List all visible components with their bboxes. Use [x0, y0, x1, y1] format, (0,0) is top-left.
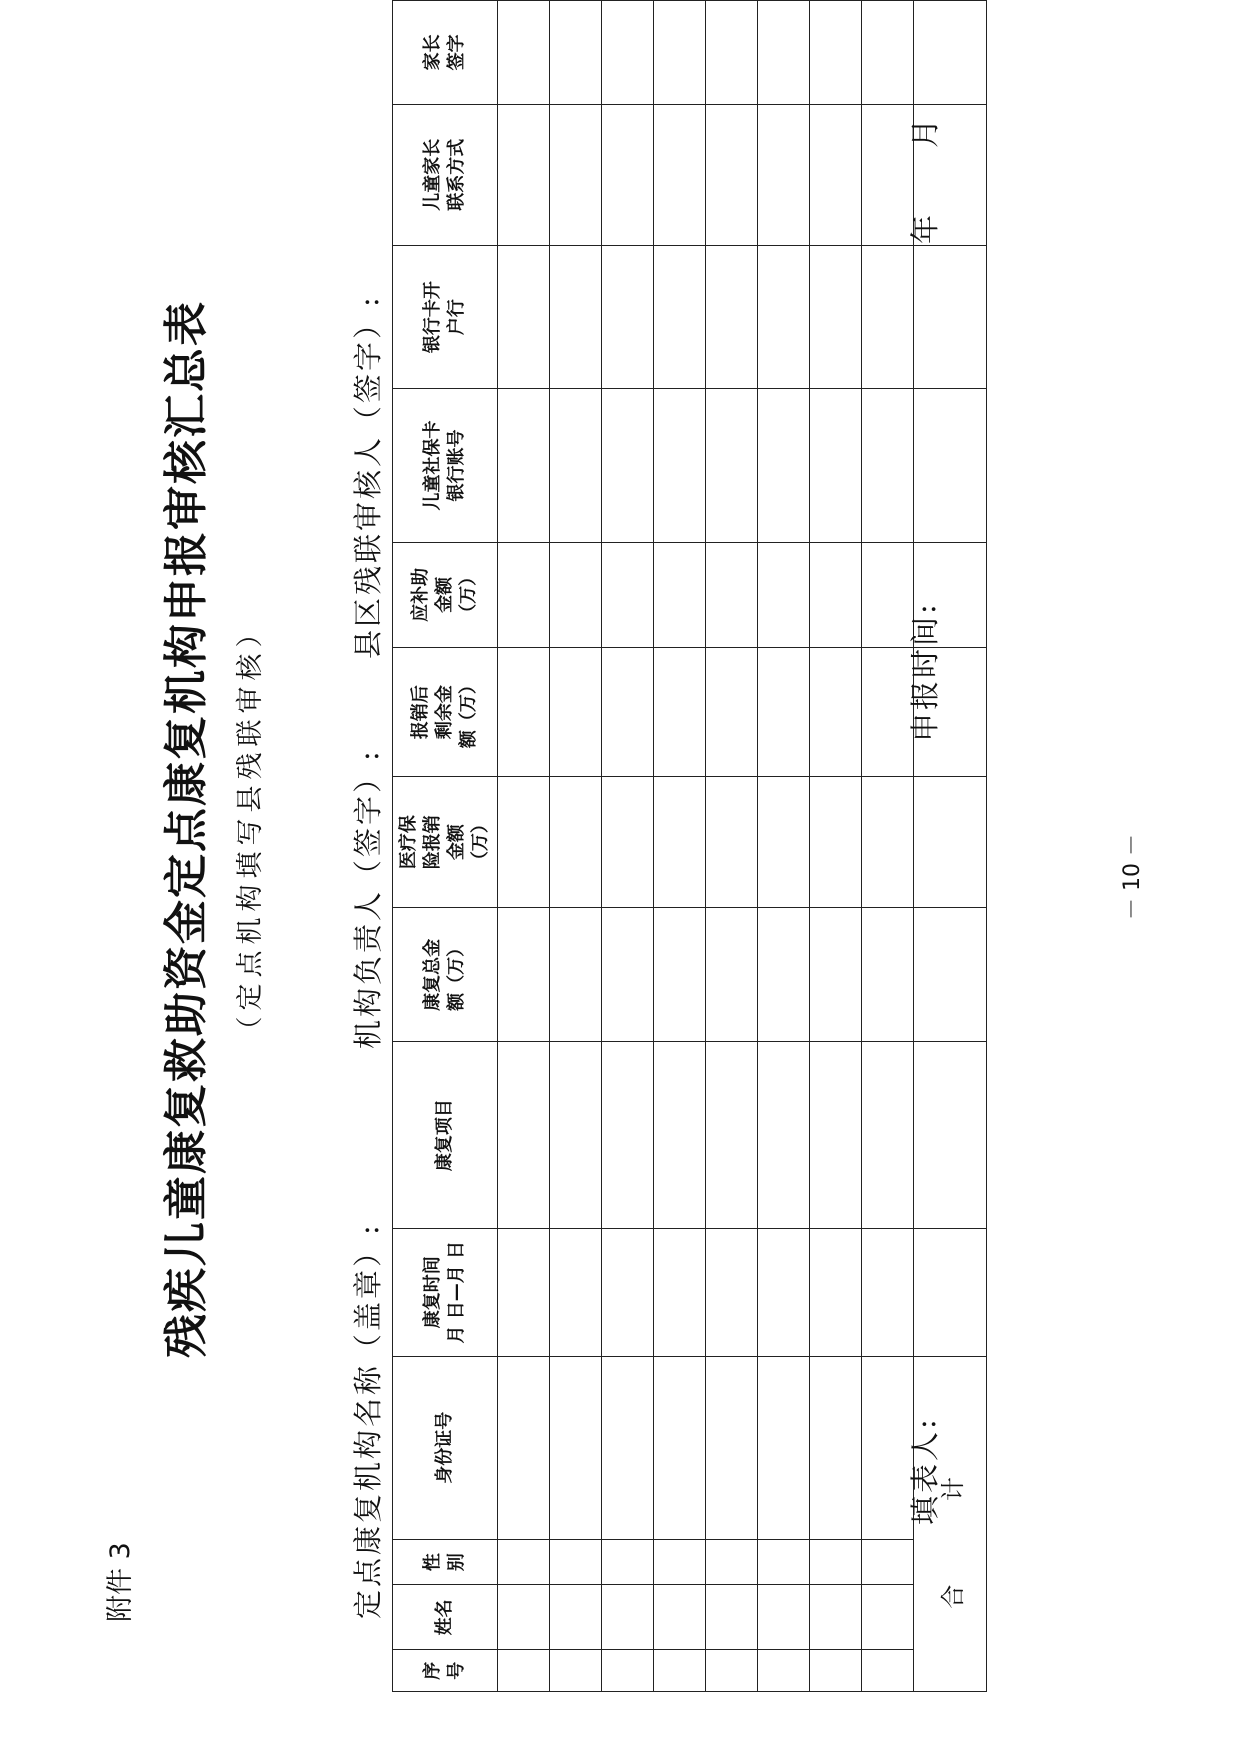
- column-header-line: 银行卡开: [422, 281, 443, 354]
- column-header-line: 医疗保: [398, 815, 419, 870]
- table-cell: [550, 1228, 602, 1356]
- column-header-line: 银行账号: [446, 429, 467, 502]
- table-cell: [914, 1042, 987, 1228]
- column-header: [393, 1585, 498, 1650]
- column-header-line: 额（万）: [458, 676, 479, 749]
- column-header-line: 康复时间: [422, 1256, 443, 1329]
- report-time-label: 申报时间:: [908, 601, 942, 742]
- table-cell: [602, 1228, 654, 1356]
- column-header-line: 额（万）: [446, 938, 467, 1011]
- table-cell: [758, 908, 810, 1042]
- column-header-line: 应补助: [410, 567, 431, 622]
- table-cell: [550, 104, 602, 245]
- table-cell: [550, 542, 602, 648]
- table-cell: [550, 908, 602, 1042]
- table-cell: [862, 1042, 914, 1228]
- column-header-text: [421, 1241, 469, 1344]
- table-cell: [758, 1356, 810, 1539]
- table-cell: [602, 777, 654, 908]
- table-cell: [862, 1585, 914, 1650]
- table-row: [706, 1, 758, 1692]
- table-cell: [654, 245, 706, 388]
- column-header-line: 性: [422, 1553, 443, 1572]
- table-cell: [706, 104, 758, 245]
- page-number: － 10 －: [1120, 834, 1145, 920]
- column-header-line: 金额: [446, 824, 467, 861]
- column-header: [393, 908, 498, 1042]
- column-header-line: 康复项目: [434, 1099, 455, 1172]
- table-cell: [862, 389, 914, 542]
- table-row: [498, 1, 550, 1692]
- table-cell: [498, 648, 550, 777]
- table-cell: [862, 245, 914, 388]
- table-cell: [706, 1585, 758, 1650]
- table-cell: [758, 1042, 810, 1228]
- table-cell: [758, 777, 810, 908]
- table-cell: [862, 1650, 914, 1692]
- column-header-text: [433, 1412, 457, 1484]
- table-cell: [758, 245, 810, 388]
- table-cell: [654, 908, 706, 1042]
- column-header-line: 月 日—月 日: [446, 1240, 467, 1344]
- column-header: [393, 648, 498, 777]
- document-title: 残疾儿童康复救助资金定点康复机构申报审核汇总表: [161, 300, 212, 1358]
- table-cell: [602, 1042, 654, 1228]
- table-cell: [498, 389, 550, 542]
- table-cell: [862, 777, 914, 908]
- column-header-line: 姓名: [434, 1599, 455, 1636]
- document-subtitle: （定点机构填写县残联审核）: [235, 614, 266, 1044]
- column-header-text: [433, 1099, 457, 1171]
- table-cell: [706, 1539, 758, 1584]
- table-cell: [810, 908, 862, 1042]
- filler-label: 填表人:: [908, 1416, 942, 1525]
- table-cell: [602, 1356, 654, 1539]
- table-cell: [550, 1042, 602, 1228]
- table-cell: [654, 1042, 706, 1228]
- table-cell: [498, 1585, 550, 1650]
- column-header-text: [421, 939, 469, 1011]
- table-cell: [654, 1228, 706, 1356]
- table-cell: [810, 1042, 862, 1228]
- table-cell: [862, 1228, 914, 1356]
- table-cell: [498, 1539, 550, 1584]
- table-cell: [810, 1585, 862, 1650]
- table-cell: [810, 1, 862, 105]
- column-header-text: [421, 34, 469, 70]
- table-cell: [550, 1585, 602, 1650]
- table-cell: [758, 1585, 810, 1650]
- table-cell: [654, 1539, 706, 1584]
- column-header: [393, 1539, 498, 1584]
- table-cell: [758, 1650, 810, 1692]
- table-cell: [810, 104, 862, 245]
- table-cell: [550, 648, 602, 777]
- column-header: [393, 104, 498, 245]
- table-cell: [550, 1539, 602, 1584]
- table-cell: [706, 389, 758, 542]
- column-header: [393, 1650, 498, 1692]
- table-cell: [498, 777, 550, 908]
- table-cell: [498, 1356, 550, 1539]
- table-cell: [706, 1228, 758, 1356]
- table-cell: [706, 777, 758, 908]
- table-cell: [810, 648, 862, 777]
- column-header-line: 户行: [446, 299, 467, 336]
- column-header-line: 联系方式: [446, 138, 467, 211]
- column-header-line: 签字: [446, 34, 467, 71]
- table-row: [550, 1, 602, 1692]
- table-cell: [706, 1, 758, 105]
- attachment-label: 附件 3: [105, 1542, 136, 1622]
- table-cell: [810, 1228, 862, 1356]
- table-cell: [706, 1650, 758, 1692]
- column-header-line: 儿童社保卡: [422, 420, 443, 511]
- table-cell: [862, 1539, 914, 1584]
- table-cell: [810, 777, 862, 908]
- table-cell: [862, 1, 914, 105]
- table-cell: [550, 389, 602, 542]
- table-cell: [914, 389, 987, 542]
- table-cell: [654, 389, 706, 542]
- table-cell: [914, 1228, 987, 1356]
- table-cell: [654, 1585, 706, 1650]
- table-row: [758, 1, 810, 1692]
- table-cell: [914, 908, 987, 1042]
- column-header-line: 家长: [422, 34, 443, 71]
- institution-head-label: 机构负责人（签字）:: [351, 748, 385, 1049]
- table-cell: [602, 1585, 654, 1650]
- column-header-text: [433, 1599, 457, 1635]
- table-cell: [602, 104, 654, 245]
- table-cell: [758, 648, 810, 777]
- table-cell: [602, 389, 654, 542]
- table-cell: [810, 1356, 862, 1539]
- column-header: [393, 245, 498, 388]
- table-cell: [914, 245, 987, 388]
- table-cell: [706, 245, 758, 388]
- table-cell: [602, 908, 654, 1042]
- table-cell: [810, 1650, 862, 1692]
- column-header-text: [397, 815, 493, 869]
- table-cell: [654, 1650, 706, 1692]
- county-reviewer-label: 县区残联审核人（签字）:: [351, 294, 385, 659]
- column-header-text: [421, 1553, 469, 1571]
- column-header-line: 身份证号: [434, 1411, 455, 1484]
- table-cell: [602, 1, 654, 105]
- table-cell: [550, 1356, 602, 1539]
- column-header: [393, 1228, 498, 1356]
- table-row: [810, 1, 862, 1692]
- table-cell: [550, 1, 602, 105]
- table-cell: [654, 104, 706, 245]
- table-cell: [498, 1650, 550, 1692]
- table-cell: [706, 1356, 758, 1539]
- table-cell: [602, 648, 654, 777]
- column-header-line: 序: [422, 1661, 443, 1680]
- column-header-line: 康复总金: [422, 938, 443, 1011]
- table-cell: [498, 542, 550, 648]
- table-cell: [498, 908, 550, 1042]
- column-header-line: 报销后: [410, 685, 431, 740]
- table-cell: [602, 1650, 654, 1692]
- column-header-line: 号: [446, 1661, 467, 1680]
- total-label: 合 计: [914, 1356, 987, 1691]
- table-cell: [602, 542, 654, 648]
- table-cell: [810, 542, 862, 648]
- column-header-line: 剩余金: [434, 685, 455, 740]
- table-cell: [706, 542, 758, 648]
- table-cell: [914, 1, 987, 105]
- table-cell: [654, 777, 706, 908]
- year-month-label: 年 月: [908, 115, 942, 244]
- table-cell: [654, 542, 706, 648]
- table-cell: [758, 1539, 810, 1584]
- column-header-line: （万）: [458, 567, 479, 622]
- column-header-line: 金额: [434, 576, 455, 613]
- table-row: [602, 1, 654, 1692]
- table-cell: [862, 908, 914, 1042]
- table-cell: [498, 1042, 550, 1228]
- column-header: [393, 1356, 498, 1539]
- column-header-line: （万）: [470, 815, 491, 870]
- column-header-text: [409, 568, 481, 622]
- column-header: [393, 389, 498, 542]
- column-header-text: [409, 676, 481, 748]
- table-cell: [654, 648, 706, 777]
- column-header-text: [421, 1662, 469, 1680]
- table-cell: [654, 1, 706, 105]
- table-cell: [706, 648, 758, 777]
- table-cell: [810, 245, 862, 388]
- summary-table: [392, 0, 987, 1692]
- table-cell: [602, 1539, 654, 1584]
- column-header: [393, 542, 498, 648]
- column-header-text: [421, 281, 469, 353]
- table-cell: [758, 104, 810, 245]
- institution-name-label: 定点康复机构名称（盖章）:: [351, 1222, 385, 1619]
- table-cell: [706, 1042, 758, 1228]
- column-header-text: [421, 420, 469, 510]
- table-header-row: [393, 1, 498, 1692]
- table-cell: [810, 1539, 862, 1584]
- table-cell: [758, 1, 810, 105]
- table-cell: [550, 245, 602, 388]
- table-cell: [758, 389, 810, 542]
- column-header: [393, 1, 498, 105]
- table-cell: [498, 1, 550, 105]
- table-cell: [758, 542, 810, 648]
- table-row: [654, 1, 706, 1692]
- table-cell: [498, 245, 550, 388]
- column-header: [393, 777, 498, 908]
- table-cell: [914, 777, 987, 908]
- column-header-line: 儿童家长: [422, 138, 443, 211]
- table-cell: [810, 389, 862, 542]
- table-cell: [602, 245, 654, 388]
- table-cell: [550, 777, 602, 908]
- table-cell: [654, 1356, 706, 1539]
- table-cell: [498, 1228, 550, 1356]
- table-cell: [498, 104, 550, 245]
- column-header: [393, 1042, 498, 1228]
- column-header-text: [421, 139, 469, 211]
- table-cell: [758, 1228, 810, 1356]
- table-cell: [550, 1650, 602, 1692]
- table-cell: [706, 908, 758, 1042]
- column-header-line: 险报销: [422, 815, 443, 870]
- column-header-line: 别: [446, 1553, 467, 1572]
